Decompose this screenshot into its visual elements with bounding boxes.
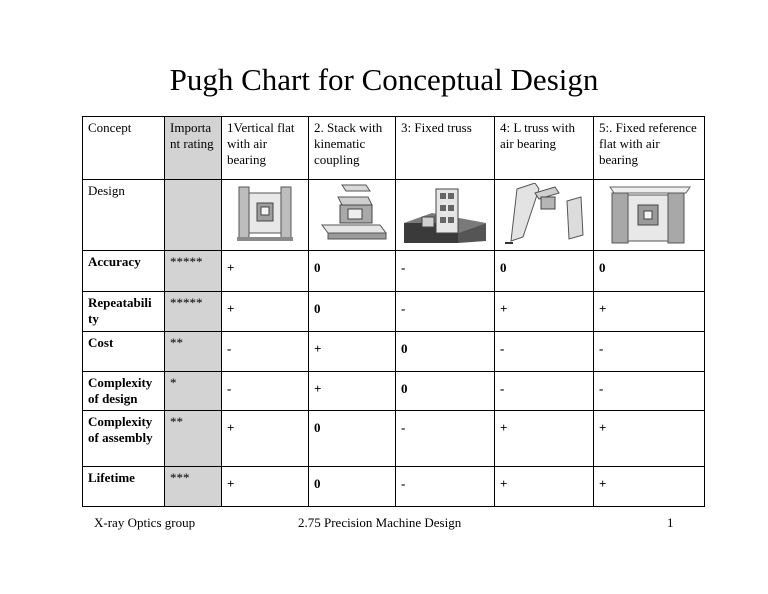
score-cell: + <box>594 292 705 332</box>
score-cell: - <box>495 332 594 372</box>
design-image-4 <box>495 180 594 251</box>
criterion-complexity-assembly: Complexity of assembly <box>83 411 165 467</box>
score-cell: - <box>396 251 495 292</box>
table-row <box>83 332 705 372</box>
design-image-1 <box>222 180 309 251</box>
header-row <box>83 117 705 180</box>
score-cell: + <box>495 411 594 467</box>
concept-header-3: 3: Fixed truss <box>396 117 495 180</box>
fixed-truss-model-icon <box>402 183 488 245</box>
rating-lifetime: *** <box>165 467 222 507</box>
score-cell: - <box>222 332 309 372</box>
score-cell: + <box>495 292 594 332</box>
table-row <box>83 372 705 411</box>
table-row <box>83 467 705 507</box>
score-cell: 0 <box>309 411 396 467</box>
criterion-complexity-design: Complexity of design <box>83 372 165 411</box>
page-number: 1 <box>667 515 674 530</box>
pugh-chart-table <box>82 116 705 507</box>
score-cell: + <box>495 467 594 507</box>
concept-header-5: 5:. Fixed reference flat with air bearing <box>594 117 705 180</box>
score-cell: - <box>396 467 495 507</box>
l-truss-model-icon <box>503 183 585 245</box>
design-label: Design <box>83 180 165 251</box>
score-cell: + <box>222 467 309 507</box>
page-title: Pugh Chart for Conceptual Design <box>169 62 599 97</box>
score-cell: - <box>396 292 495 332</box>
criterion-cost: Cost <box>83 332 165 372</box>
design-image-5 <box>594 180 705 251</box>
score-cell: 0 <box>309 467 396 507</box>
criterion-accuracy: Accuracy <box>83 251 165 292</box>
rating-repeatability: ***** <box>165 292 222 332</box>
design-image-2 <box>309 180 396 251</box>
score-cell: 0 <box>594 251 705 292</box>
rating-cost: ** <box>165 332 222 372</box>
importance-header: Importa nt rating <box>165 117 222 180</box>
importance-blank-cell <box>165 180 222 251</box>
score-cell: + <box>222 292 309 332</box>
criterion-lifetime: Lifetime <box>83 467 165 507</box>
table-row <box>83 292 705 332</box>
score-cell: - <box>594 372 705 411</box>
score-cell: 0 <box>309 251 396 292</box>
concept-header-2: 2. Stack with kinematic coupling <box>309 117 396 180</box>
reference-flat-model-icon <box>604 183 694 247</box>
rating-complexity-assembly: ** <box>165 411 222 467</box>
score-cell: 0 <box>495 251 594 292</box>
concept-header: Concept <box>83 117 165 180</box>
score-cell: + <box>309 332 396 372</box>
score-cell: - <box>222 372 309 411</box>
design-row <box>83 180 705 251</box>
rating-complexity-design: * <box>165 372 222 411</box>
concept-header-1: 1Vertical flat with air bearing <box>222 117 309 180</box>
concept-header-4: 4: L truss with air bearing <box>495 117 594 180</box>
footer-course: 2.75 Precision Machine Design <box>298 515 462 530</box>
score-cell: + <box>594 467 705 507</box>
design-image-3 <box>396 180 495 251</box>
score-cell: + <box>309 372 396 411</box>
score-cell: - <box>396 411 495 467</box>
score-cell: + <box>222 411 309 467</box>
score-cell: 0 <box>396 372 495 411</box>
score-cell: - <box>495 372 594 411</box>
table-row <box>83 251 705 292</box>
vertical-flat-model-icon <box>233 183 297 243</box>
score-cell: 0 <box>309 292 396 332</box>
criterion-repeatability: Repeatabili ty <box>83 292 165 332</box>
stack-kinematic-model-icon <box>316 183 388 243</box>
score-cell: + <box>222 251 309 292</box>
score-cell: - <box>594 332 705 372</box>
table-row <box>83 411 705 467</box>
footer-group: X-ray Optics group <box>94 515 196 530</box>
rating-accuracy: ***** <box>165 251 222 292</box>
score-cell: + <box>594 411 705 467</box>
score-cell: 0 <box>396 332 495 372</box>
